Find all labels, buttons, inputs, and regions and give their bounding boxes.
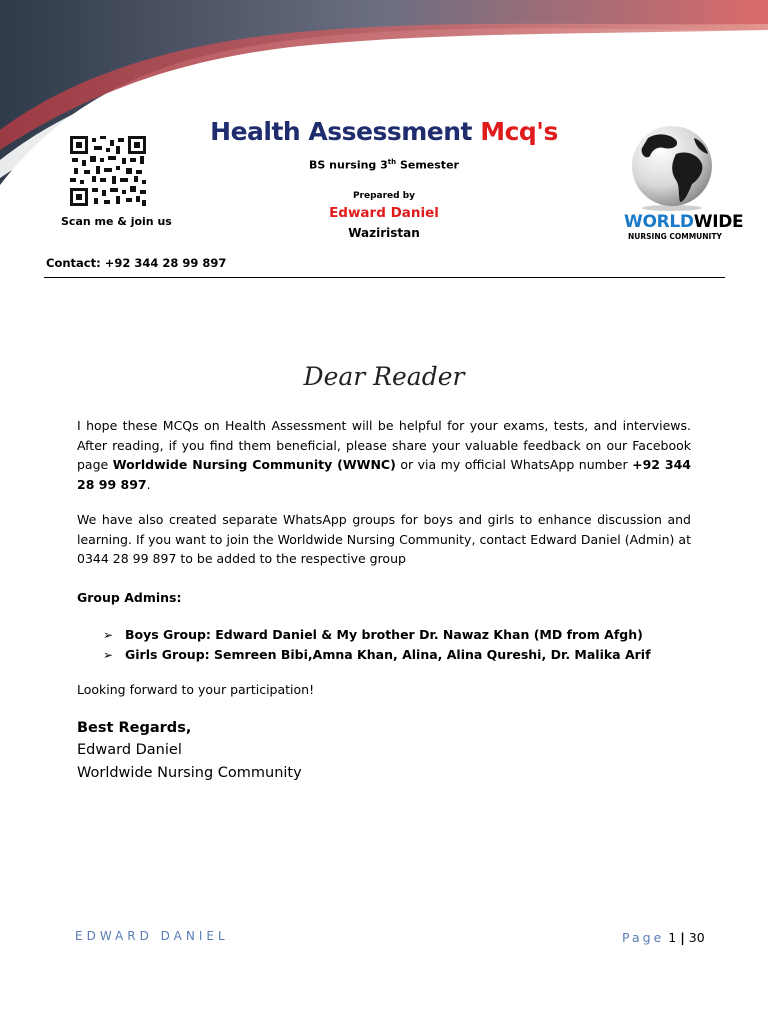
page-number bbox=[622, 930, 705, 945]
arrow-bullet-icon: ➢ bbox=[103, 628, 114, 642]
page-separator: | bbox=[680, 930, 685, 945]
author-region: Waziristan bbox=[348, 226, 420, 240]
facebook-page-name: Worldwide Nursing Community (WWNC) bbox=[112, 457, 396, 472]
group-admins-label: Group Admins: bbox=[77, 590, 182, 605]
regards-label: Best Regards, bbox=[77, 720, 192, 736]
subtitle-suffix: Semester bbox=[396, 158, 459, 172]
logo-subtitle: NURSING COMMUNITY bbox=[628, 232, 722, 241]
closing-line: Looking forward to your participation! bbox=[77, 682, 315, 697]
whatsapp-number: +92 344 28 99 897 bbox=[77, 457, 691, 492]
signature-name: Edward Daniel bbox=[77, 742, 182, 758]
page-total: 30 bbox=[688, 930, 705, 945]
title-accent: Mcq's bbox=[480, 117, 558, 146]
footer-author: EDWARD DANIEL bbox=[75, 929, 229, 943]
scan-caption: Scan me & join us bbox=[61, 215, 172, 228]
worldwide-logo-text bbox=[624, 212, 744, 232]
list-item bbox=[103, 625, 651, 645]
contact-line: Contact: +92 344 28 99 897 bbox=[46, 256, 227, 270]
globe-logo-icon bbox=[628, 124, 716, 212]
boys-group-text: Boys Group: Edward Daniel & My brother Dr. Nawaz Khan (MD from Afgh) bbox=[125, 627, 643, 642]
letter-heading: Dear Reader bbox=[303, 362, 465, 391]
author-name: Edward Daniel bbox=[329, 205, 439, 221]
subtitle-text: BS nursing 3 bbox=[309, 158, 388, 172]
page-label: Page bbox=[622, 930, 665, 945]
logo-word-wide: WIDE bbox=[693, 212, 744, 232]
title-main: Health Assessment bbox=[210, 117, 481, 146]
arrow-bullet-icon: ➢ bbox=[103, 648, 114, 662]
p1-text-c: . bbox=[146, 476, 151, 492]
header-divider bbox=[44, 277, 725, 278]
paragraph-feedback bbox=[77, 416, 691, 494]
group-list bbox=[103, 625, 651, 665]
paragraph-groups: We have also created separate WhatsApp groups for boys and girls to enhance discussion and learning. If you want to join the Worldwide Nursing Community, contact Edward Daniel (Admin) at 0344 28 99 897 to be added to the respective group bbox=[77, 512, 691, 566]
p1-text-a: I hope these MCQs on Health Assessment will be helpful for your exams, tests, and interviews. After reading, if you find them beneficial, please share your valuable feedback on our Facebook page bbox=[77, 418, 691, 472]
subtitle-superscript: th bbox=[387, 158, 397, 166]
logo-word-world: WORLD bbox=[624, 212, 694, 232]
girls-group-text: Girls Group: Semreen Bibi,Amna Khan, Alina, Alina Qureshi, Dr. Malika Arif bbox=[125, 647, 651, 662]
list-item bbox=[103, 645, 651, 665]
p1-text-b: or via my official WhatsApp number bbox=[395, 457, 633, 472]
signature-organization: Worldwide Nursing Community bbox=[77, 765, 302, 781]
prepared-by-label: Prepared by bbox=[352, 191, 416, 201]
page-current: 1 bbox=[668, 930, 677, 945]
